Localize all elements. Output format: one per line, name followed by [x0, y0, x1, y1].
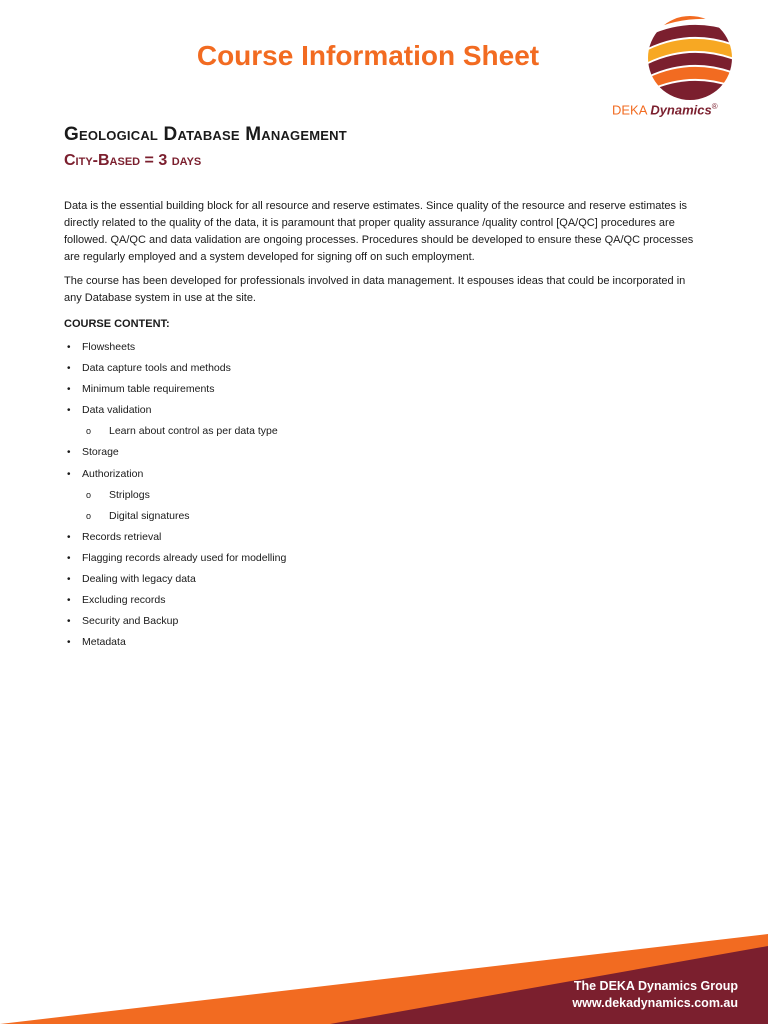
- course-content-heading: COURSE CONTENT:: [64, 318, 170, 330]
- logo-brand-text-2: Dynamics: [650, 102, 712, 118]
- course-item-text: Data validation: [82, 404, 152, 417]
- hollow-bullet-icon: o: [86, 510, 92, 521]
- course-item-text: Learn about control as per data type: [109, 425, 278, 438]
- bullet-icon: •: [67, 574, 71, 586]
- course-item-text: Striplogs: [109, 488, 150, 501]
- course-duration: City-Based = 3 days: [64, 152, 202, 169]
- course-item-text: Minimum table requirements: [82, 383, 215, 396]
- course-item-text: Storage: [82, 446, 119, 459]
- course-item-text: Flagging records already used for modelling: [82, 551, 287, 564]
- course-item-text: Authorization: [82, 467, 144, 480]
- bullet-icon: •: [67, 384, 71, 396]
- logo-wordmark: [612, 102, 752, 117]
- course-item-text: Metadata: [82, 636, 126, 649]
- bullet-icon: •: [67, 637, 71, 649]
- bullet-icon: •: [67, 363, 71, 375]
- course-title: Geological Database Management: [64, 124, 347, 145]
- hollow-bullet-icon: o: [86, 489, 92, 500]
- bullet-icon: •: [67, 447, 71, 459]
- hollow-bullet-icon: o: [86, 426, 92, 437]
- course-item-text: Dealing with legacy data: [82, 573, 196, 586]
- course-item-text: Digital signatures: [109, 509, 190, 522]
- course-item-text: Security and Backup: [82, 615, 179, 628]
- footer-contact: [572, 978, 738, 1012]
- course-item-text: Data capture tools and methods: [82, 362, 231, 375]
- bullet-icon: •: [67, 531, 71, 543]
- bullet-icon: •: [67, 595, 71, 607]
- footer-website-link[interactable]: www.dekadynamics.com.au: [572, 996, 738, 1010]
- bullet-icon: •: [67, 468, 71, 480]
- company-logo: [612, 10, 752, 120]
- course-item-text: Flowsheets: [82, 341, 136, 353]
- audience-paragraph: The course has been developed for professionals involved in data management. It espouses ideas that could be incorporated in any Database system in use at the site.: [64, 275, 686, 304]
- footer-company-name: The DEKA Dynamics Group: [573, 979, 738, 993]
- bullet-icon: •: [67, 552, 71, 564]
- globe-logo-icon: [642, 14, 738, 102]
- bullet-icon: •: [67, 616, 71, 628]
- bullet-icon: •: [67, 405, 71, 417]
- course-item-text: Records retrieval: [82, 530, 162, 543]
- bullet-icon: •: [67, 342, 71, 353]
- registered-mark: ®: [711, 102, 718, 111]
- intro-paragraph: Data is the essential building block for all resource and reserve estimates. Since quality of the resource and reserve estimates is directly related to the quality of the data, it is paramount that proper quality assurance /quality control [QA/QC] procedures are followed. QA/QC and data validation are ongoing processes. Procedures should be developed to ensure these QA/QC processes are regularly employed and a system developed for signing off on such employment.: [64, 200, 694, 263]
- course-item-text: Excluding records: [82, 594, 166, 607]
- logo-brand-text: DEKA: [612, 102, 647, 118]
- page-title: Course Information Sheet: [196, 40, 540, 71]
